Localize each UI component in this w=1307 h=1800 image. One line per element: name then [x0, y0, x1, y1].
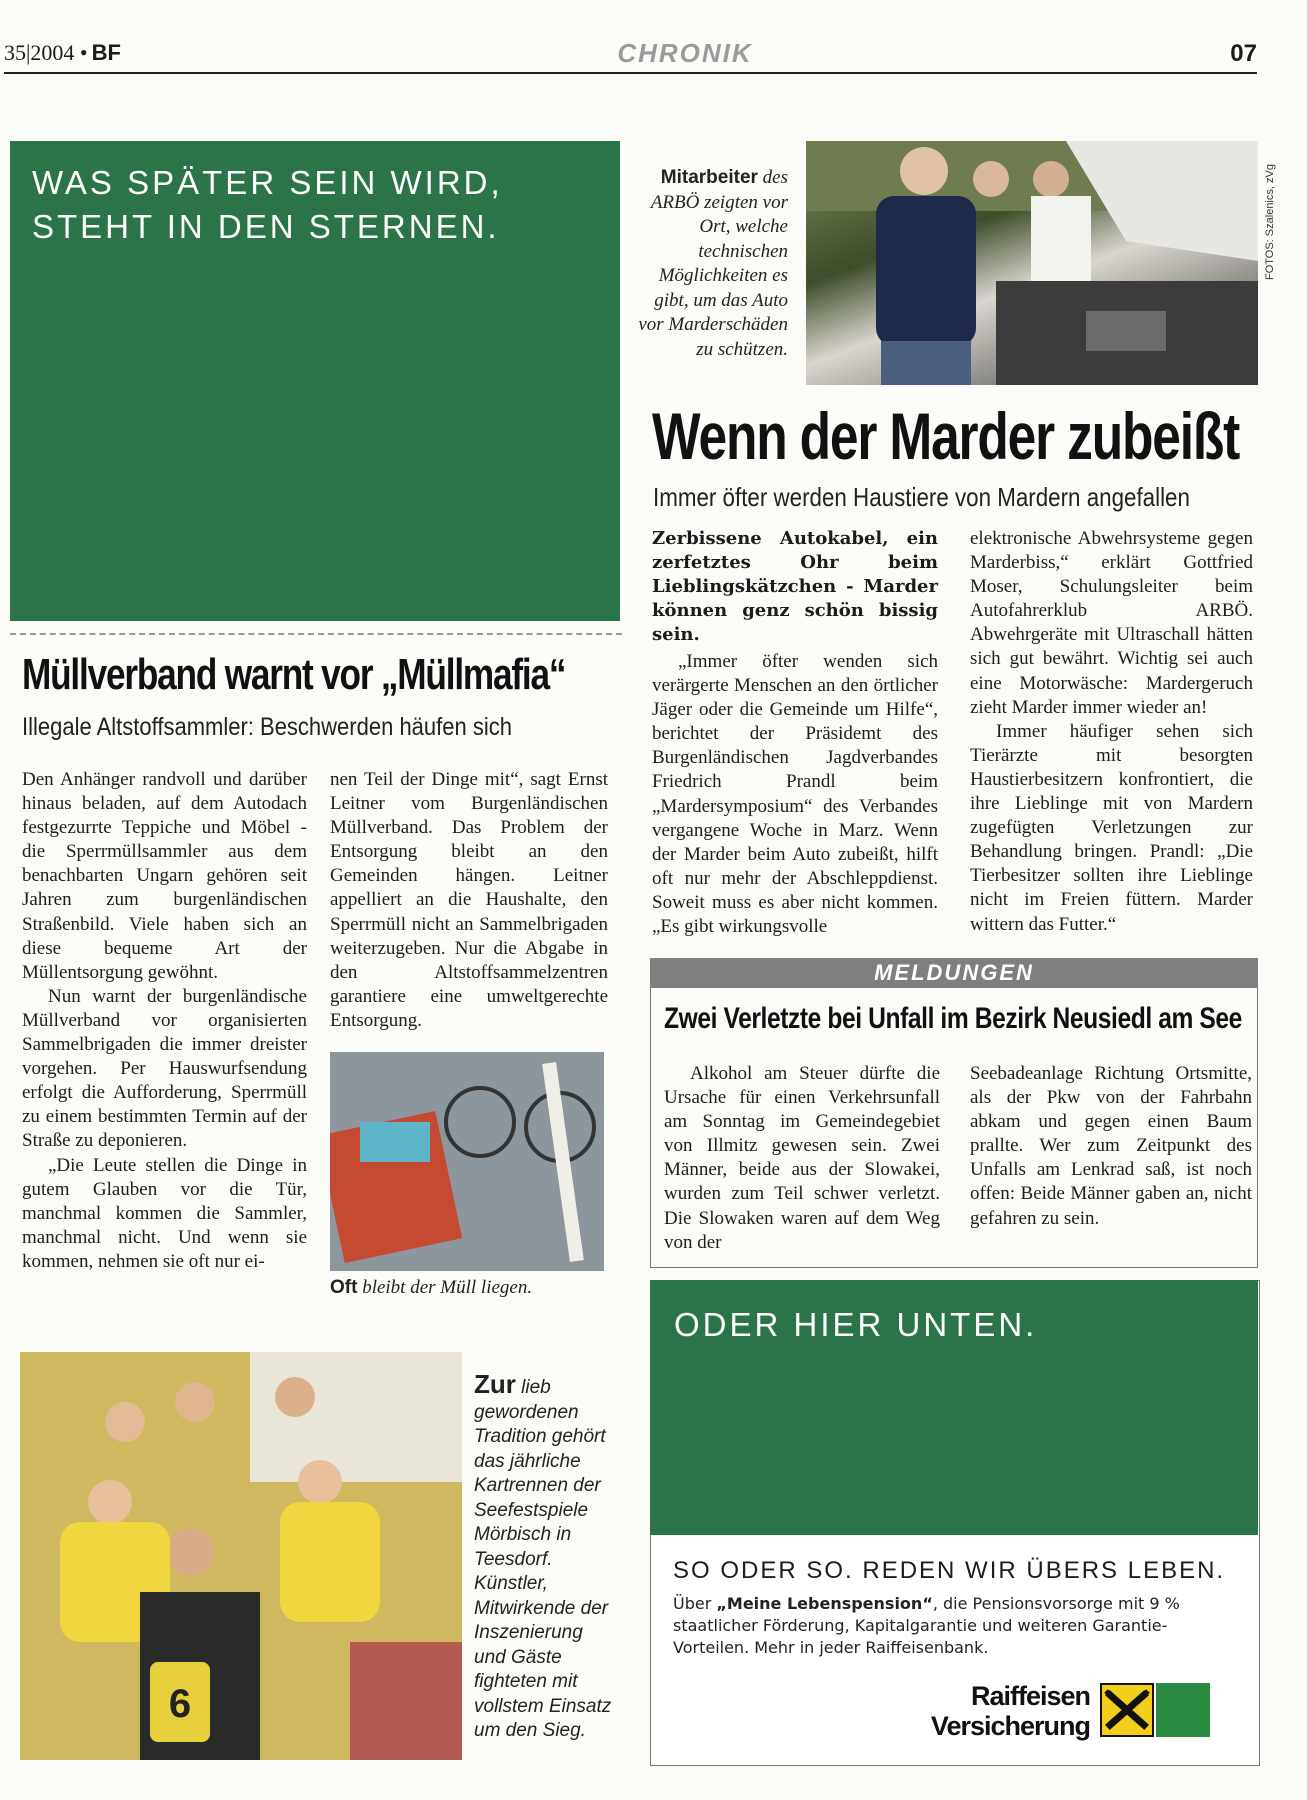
caption-lead-word: Mitarbeiter — [660, 167, 758, 188]
photo-kartrennen-group — [20, 1352, 462, 1760]
page-number: 07 — [1230, 40, 1257, 67]
article-subheadline-muell: Illegale Altstoffsammler: Beschwerden häufen sich — [22, 713, 512, 741]
photo-person-head — [298, 1460, 342, 1504]
ad-bottom-panel — [650, 1280, 1258, 1535]
meldungen-headline: Zwei Verletzte bei Unfall im Bezirk Neusiedl am See — [664, 1002, 1242, 1035]
paragraph: elektronische Abwehrsysteme gegen Marderbiss,“ erklärt Gottfried Moser, Schulungsleiter beim Autofahrerklub ARBÖ. Abwehrgeräte mit Ultraschall hätten sich gut bewährt. Wichtig sei auch eine Motorwäsche: Mardergeruch zieht Marder immer wieder an! — [970, 528, 1253, 718]
photo-arbo-illustration — [806, 141, 1258, 385]
article-column-muell-1 — [22, 768, 307, 1274]
caption-lead-word: Zur — [474, 1369, 516, 1399]
caption-text: des ARBÖ zeigten vor Ort, welche technischen Möglichkeiten es gibt, um das Auto vor Marderschäden zu schützen. — [638, 167, 788, 360]
paragraph: Seebadeanlage Richtung Ortsmitte, als der Pkw von der Fahrbahn abkam und gegen einen Baum prallte. Wer zum Zeitpunkt des Unfalls am Lenkrad saß, ist noch offen: Beide Männer gaben an, nicht gefahren zu sein. — [970, 1063, 1252, 1229]
photo-person-jeans — [881, 341, 971, 385]
paragraph: Nun warnt der burgenländische Müllverband vor organisierten Sammelbrigaden die immer dreister vorgehen. Per Hauswurfsendung erfolgt die Aufforderung, Sperrmüll zu einem bestimmten Termin auf der Straße zu deponieren. — [22, 985, 307, 1152]
issue-number — [4, 40, 121, 66]
logo-wordmark — [931, 1681, 1090, 1741]
caption-lead-word: Oft — [330, 1277, 358, 1298]
photo-person-shirt — [876, 196, 976, 346]
photo-person-3-head — [1033, 161, 1069, 197]
article-lead-marder: Zerbissene Autokabel, ein zerfetztes Ohr beim Lieblingskätzchen - Marder können genz schön bissig sein. — [652, 528, 938, 645]
article-subheadline-marder: Immer öfter werden Haustiere von Mardern angefallen — [653, 482, 1190, 512]
raiffeisen-gable-cross-icon — [1100, 1683, 1154, 1737]
ad-bottom-headline: ODER HIER UNTEN. — [674, 1306, 1038, 1343]
photo-kart-illustration — [20, 1352, 462, 1760]
photo-tire-stack — [350, 1642, 462, 1760]
meldungen-bar — [650, 958, 1258, 988]
logo-green-square — [1156, 1683, 1210, 1737]
photo-sperrmuell — [330, 1052, 604, 1271]
photo-caption-muell — [330, 1277, 532, 1299]
paragraph: nen Teil der Dinge mit“, sagt Ernst Leitner vom Burgenländischen Müllverband. Das Problem der Entsorgung bleibt an den Gemeinden hängen. Leitner appelliert an die Haushalte, den Sperrmüll nicht an Sammelbrigaden weiterzugeben. Nur die Abgabe in den Altstoffsammelzentren garantiere eine umweltgerechte Entsorgung. — [330, 769, 608, 1031]
photo-car-engine-part — [1086, 311, 1166, 351]
caption-text: lieb gewordenen Tradition gehört das jährliche Kartrennen der Seefestspiele Mörbisch in Teesdorf. Künstler, Mitwirkende der Inszenierung und Gäste fighteten mit vollstem Einsatz um den Sieg. — [474, 1377, 612, 1741]
photo-building — [250, 1352, 462, 1482]
issue-label: 35|2004 • — [4, 40, 88, 65]
photo-person-head — [275, 1377, 315, 1417]
ad-top-headline-line-2: STEHT IN DEN STERNEN. — [32, 208, 500, 245]
paragraph: „Immer öfter wenden sich verärgerte Menschen an den örtlicher Jäger oder die Gemeinde um Hilfe“, berichtet der Präsidemt des Burgenländischen Jagdverbandes Friedrich Prandl beim „Mardersymposium“ des Verbandes vergangene Woche in Marz. Wenn der Marder beim Auto zubeißt, hilft oft nur mehr der Abschleppdienst. Soweit muss es aber nicht kommen. „Es gibt wirkungsvolle — [652, 651, 938, 938]
article-column-marder-2 — [970, 527, 1253, 937]
ad-top-headline — [32, 161, 503, 249]
dashed-separator — [10, 633, 622, 635]
photo-caption-arbo — [638, 166, 788, 362]
article-column-marder-1 — [652, 650, 938, 939]
photo-credit: FOTOS: Szalenics, zVg — [1264, 164, 1276, 280]
raiffeisen-logo — [895, 1681, 1210, 1745]
photo-person-head — [166, 1528, 214, 1576]
header-rule — [4, 72, 1257, 74]
gable-cross-glyph — [1102, 1685, 1152, 1735]
logo-line-1: Raiffeisen — [970, 1681, 1090, 1711]
paper-name: BF — [91, 40, 121, 65]
meldungen-column-1 — [664, 1062, 940, 1255]
article-column-muell-2 — [330, 768, 608, 1033]
photo-caption-kart — [474, 1369, 614, 1744]
ad-body-text: Über — [673, 1594, 717, 1613]
photo-person-head — [105, 1402, 145, 1442]
meldungen-label: MELDUNGEN — [874, 960, 1034, 985]
paragraph: Den Anhänger randvoll und darüber hinaus beladen, auf dem Autodach festgezurrte Teppiche und Möbel - die Sperrmüllsammler aus dem benachbarten Ungarn gehören seit Jahren zum burgenländischen Straßenbild. Viele haben sich an diese bequeme Art der Müllentsorgung gewöhnt. — [22, 769, 307, 983]
photo-person-head — [175, 1382, 215, 1422]
section-title: CHRONIK — [617, 38, 753, 68]
logo-line-2: Versicherung — [930, 1711, 1090, 1741]
ad-product-name: „Meine Lebenspension“ — [716, 1594, 933, 1613]
photo-kart-number: 6 — [168, 1682, 192, 1726]
article-headline-marder: Wenn der Marder zubeißt — [652, 399, 1240, 473]
photo-person-head — [88, 1480, 132, 1524]
photo-person-head — [900, 147, 948, 195]
photo-sperrmuell-illustration — [330, 1052, 604, 1271]
meldungen-column-2 — [970, 1062, 1252, 1231]
photo-blue-box — [360, 1122, 430, 1162]
article-headline-muell: Müllverband warnt vor „Müllmafia“ — [22, 650, 566, 699]
ad-top-panel — [10, 141, 620, 621]
ad-body-text: , die Pensionsvorsorge mit 9 % staatlicher Förderung, Kapitalgarantie und weiteren Garantie-Vorteilen. Mehr in jeder Raiffeisenbank. — [673, 1594, 1180, 1657]
photo-arbo-mechanic — [806, 141, 1258, 385]
ad-top-headline-line-1: WAS SPÄTER SEIN WIRD, — [32, 164, 503, 201]
caption-text: bleibt der Müll liegen. — [357, 1277, 533, 1298]
ad-bottom-body — [673, 1593, 1193, 1659]
paragraph: „Die Leute stellen die Dinge in gutem Glauben vor die Tür, manchmal kommen die Sammler, manchmal nicht. Und wenn sie kommen, nehmen sie oft nur ei- — [22, 1154, 307, 1272]
photo-yellow-jacket — [280, 1502, 380, 1622]
paragraph: Alkohol am Steuer dürfte die Ursache für einen Verkehrsunfall am Sonntag im Gemeindegebiet von Illmitz gewesen sein. Zwei Männer, beide aus der Slowakei, wurden zum Teil schwer verletzt. Die Slowaken waren auf dem Weg von der — [664, 1063, 940, 1253]
ad-bottom-tagline: SO ODER SO. REDEN WIR ÜBERS LEBEN. — [673, 1557, 1226, 1584]
paragraph: Immer häufiger sehen sich Tierärzte mit besorgten Haustierbesitzern konfrontiert, die ihre Lieblinge mit von Mardern zugefügten Verletzungen zur Behandlung bringen. Prandl: „Die Tierbesitzer sollten ihre Lieblinge nicht im Freien füttern. Marder wittern das Futter.“ — [970, 720, 1253, 935]
photo-person-2-head — [973, 161, 1009, 197]
